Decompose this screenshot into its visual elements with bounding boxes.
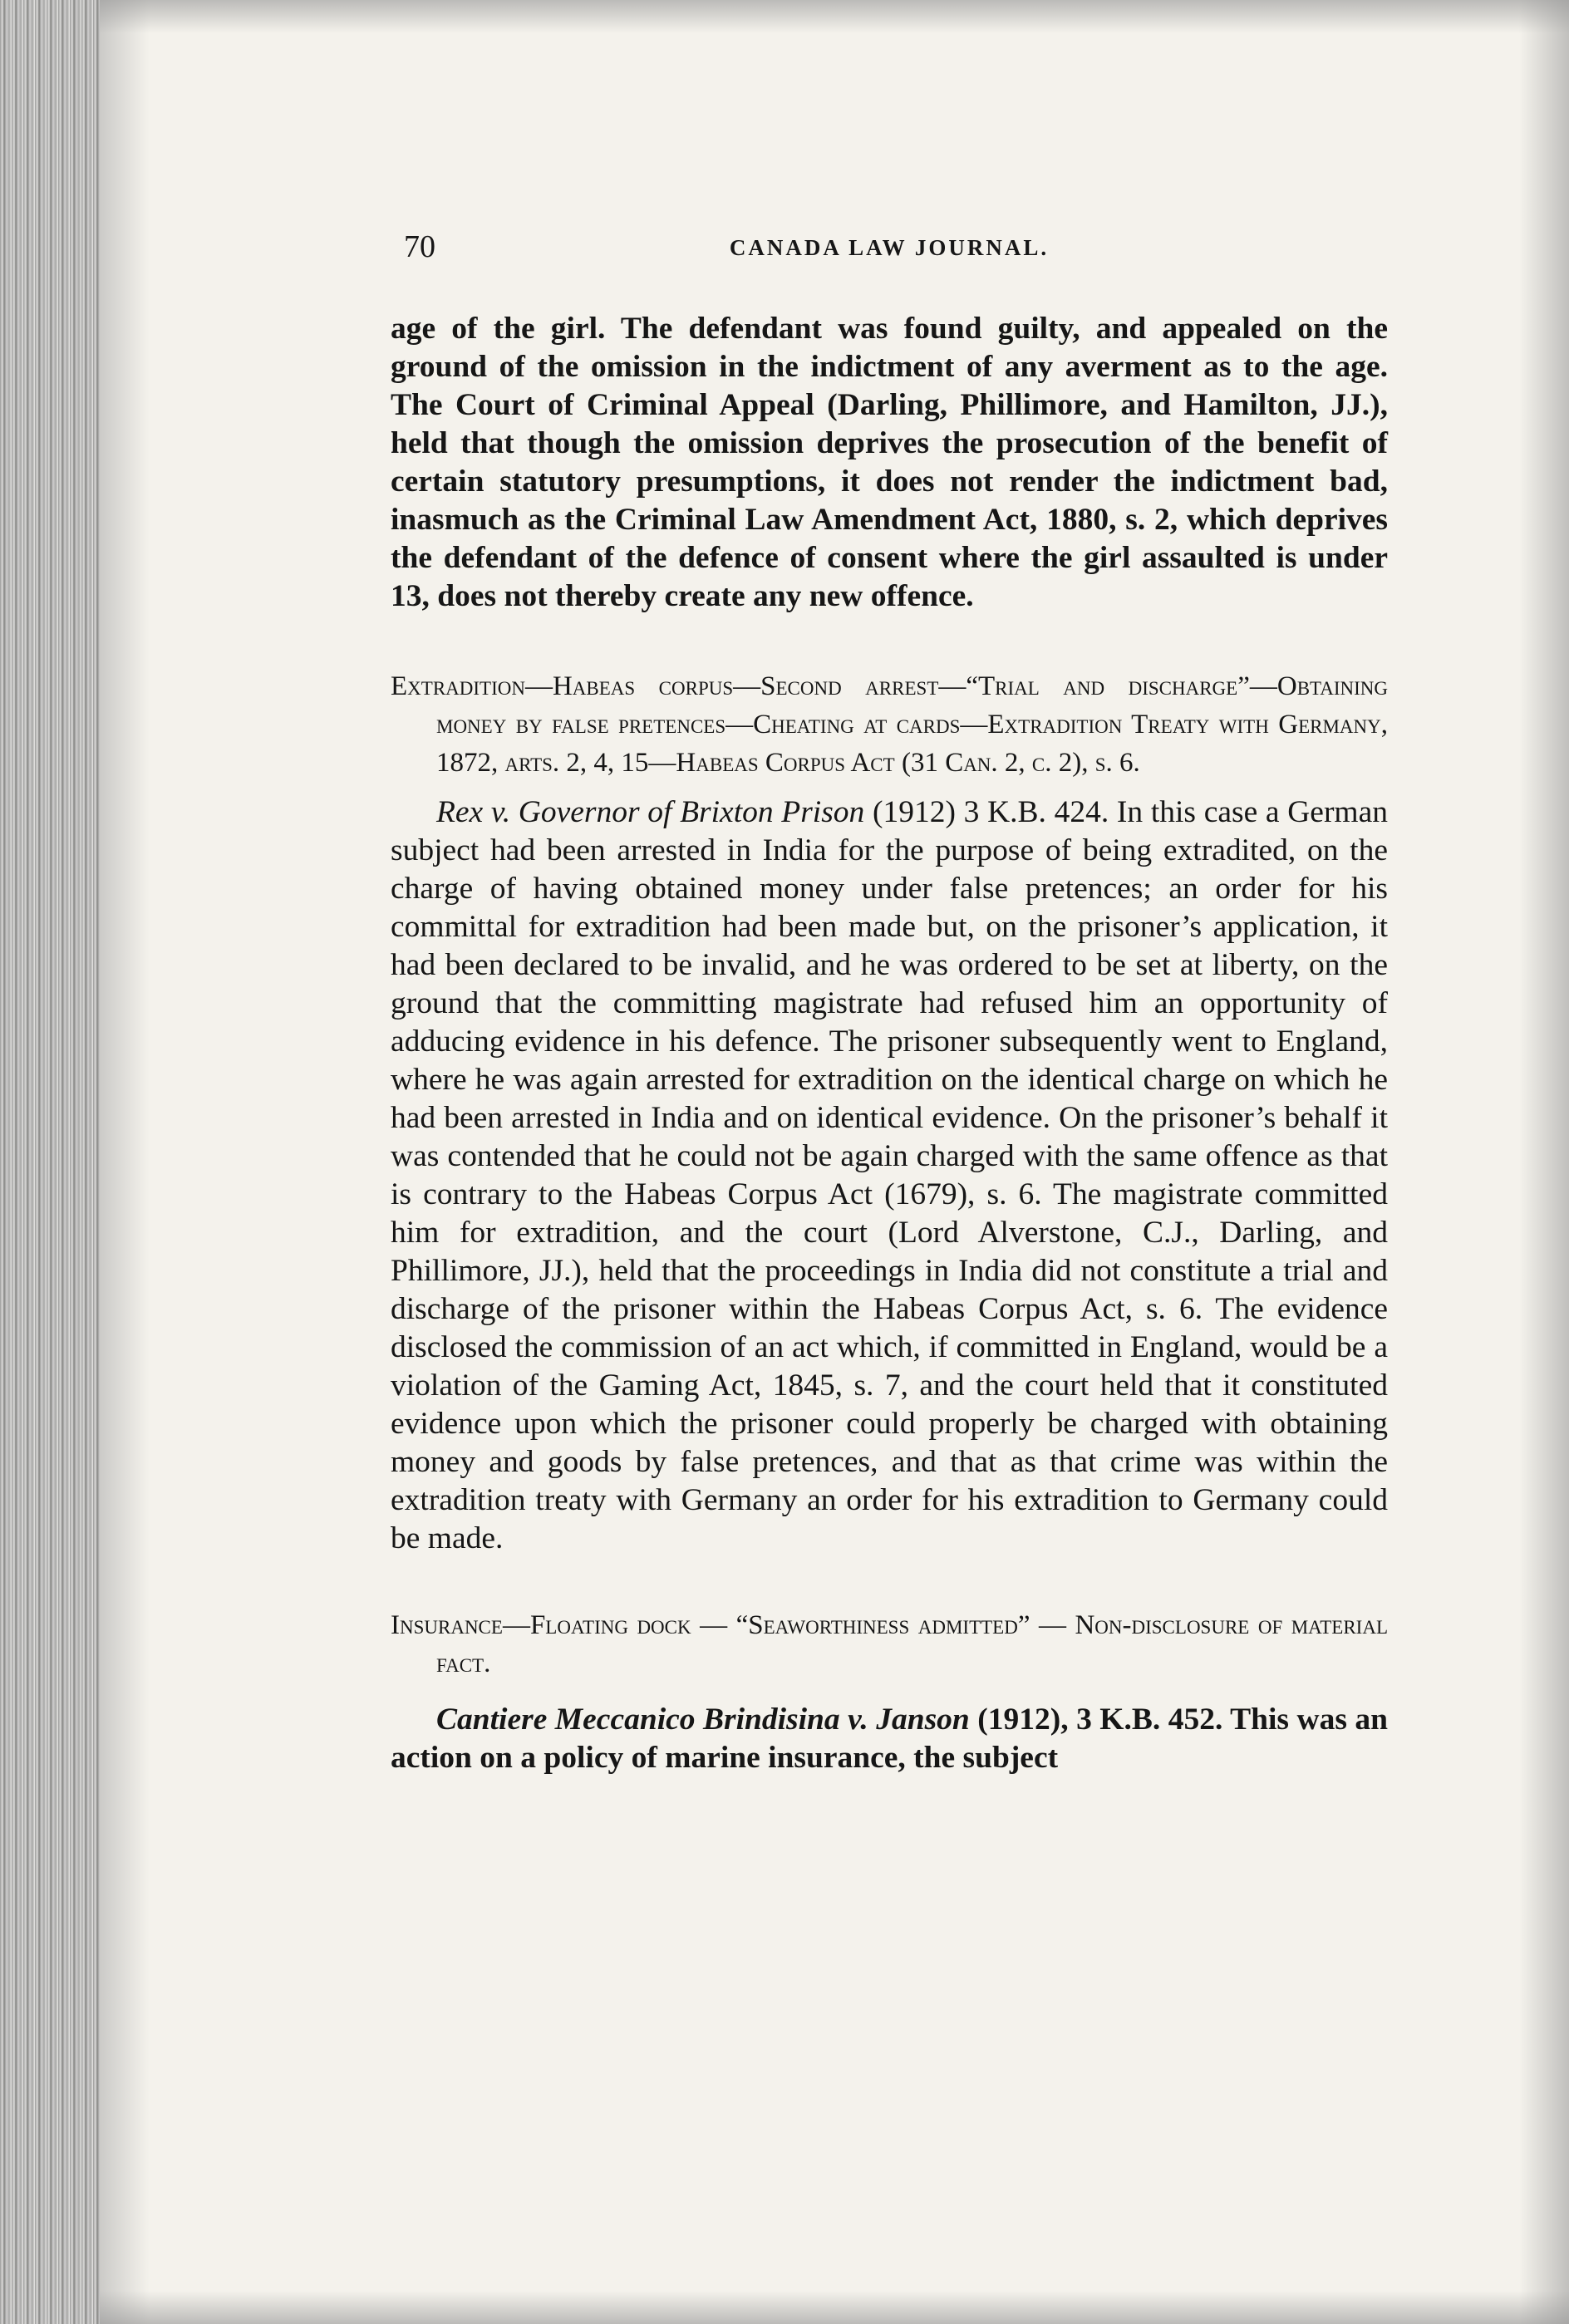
journal-page [391, 228, 1388, 1777]
page-top-edge [100, 0, 1569, 33]
case-name: Rex v. Governor of Brixton Prison [436, 795, 865, 829]
running-head: CANADA LAW JOURNAL. [729, 235, 1050, 260]
case-name: Cantiere Meccanico Brindisina v. Janson [436, 1702, 970, 1737]
page-header [391, 228, 1388, 278]
section-heading-insurance: Insurance—Floating dock — “Seaworthiness admitted” — Non-disclosure of material fact. [391, 1610, 1388, 1678]
book-binding-edge [0, 0, 100, 2324]
paragraph-continuation: age of the girl. The defendant was found guilty, and appealed on the ground of the omission in the indictment of any averment as to the age. The Court of Criminal Appeal (Darling, Phillimore, and Hamilton, JJ.), held that though the omission deprives the prosecution of the benefit of certain statutory presumptions, it does not render the indictment bad, inasmuch as the Criminal Law Amendment Act, 1880, s. 2, which deprives the defendant of the defence of consent where the girl assaulted is under 13, does not thereby create any new offence. [391, 312, 1388, 613]
paragraph-cantiere-case [391, 1701, 1388, 1777]
case-summary: This was an action on a policy of marine insurance, the subject [391, 1702, 1388, 1775]
case-citation: (1912), 3 K.B. 452. [969, 1702, 1223, 1737]
page-right-edge [1519, 0, 1569, 2324]
paragraph-brixton-case [391, 794, 1388, 1558]
binding-shadow [100, 0, 150, 2324]
page-bottom-edge [100, 2291, 1569, 2324]
section-heading-extradition: Extradition—Habeas corpus—Second arrest—“Trial and discharge”—Obtaining money by false pretences—Cheating at cards—Extradition Treaty with Germany, 1872, arts. 2, 4, 15—Habeas Corpus Act (31 Can. 2, c. 2), s. 6. [391, 671, 1388, 778]
case-summary: In this case a German subject had been arrested in India for the purpose of being extradited, on the charge of having obtained money under false pretences; an order for his committal for extradition had been made but, on the prisoner’s application, it had been declared to be invalid, and he was ordered to be set at liberty, on the ground that the committing magistrate had refused him an opportunity of adducing evidence in his defence. The prisoner subsequently went to England, where he was again arrested for extradition on the identical charge on which he had been arrested in India and on identical evidence. On the prisoner’s behalf it was contended that he could not be again charged with the same offence as that is contrary to the Habeas Corpus Act (1679), s. 6. The magistrate committed him for extradition, and the court (Lord Alverstone, C.J., Darling, and Phillimore, JJ.), held that the proceedings in India did not constitute a trial and discharge of the prisoner within the Habeas Corpus Act, s. 6. The evidence disclosed the commission of an act which, if committed in England, would be a violation of the Gaming Act, 1845, s. 7, and the court held that it constituted evidence upon which the prisoner could properly be charged with obtaining money and goods by false pretences, and that as that crime was within the extradition treaty with Germany an order for his extradition to Germany could be made. [391, 795, 1388, 1555]
case-citation: (1912) 3 K.B. 424. [864, 795, 1109, 829]
page-number: 70 [404, 229, 435, 264]
